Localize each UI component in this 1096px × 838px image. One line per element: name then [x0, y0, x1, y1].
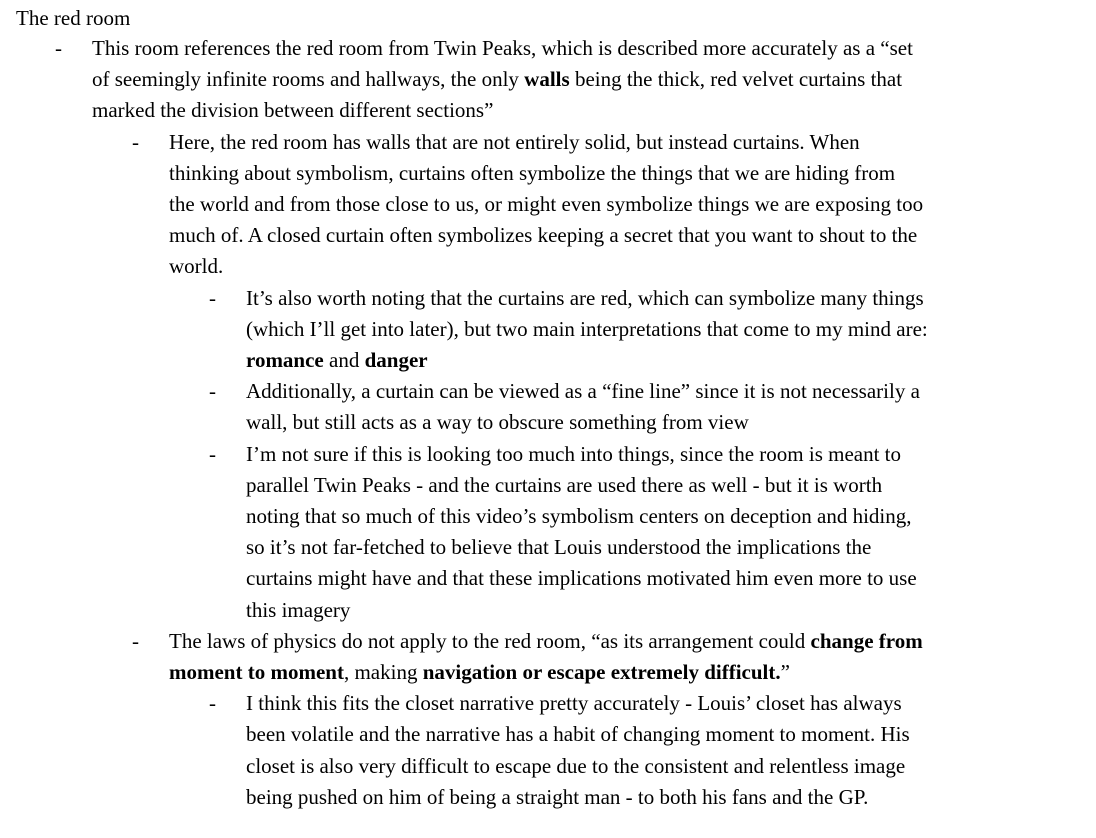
text-line [246, 719, 1036, 750]
text-run: thinking about symbolism, curtains often symbolize the things that we are hiding from [169, 160, 896, 185]
bullet-item [92, 33, 1036, 813]
text-run: wall, but still acts as a way to obscure something from view [246, 410, 749, 435]
text-run: the world and from those close to us, or might even symbolize things we are exposing too [169, 192, 924, 217]
text-run: marked the division between different sections” [92, 98, 494, 123]
text-run: (which I’ll get into later), but two main interpretations that come to my mind are: [246, 316, 928, 341]
text-run: so it’s not far-fetched to believe that Louis understood the implications the [246, 535, 872, 560]
text-run: world. [169, 254, 224, 279]
text-run: of seemingly infinite rooms and hallways, the only [92, 67, 525, 92]
bullet-item [246, 376, 1036, 438]
text-run: closet is also very difficult to escape due to the consistent and relentless image [246, 753, 906, 778]
bullet-list [92, 33, 1036, 813]
text-run: This room references the red room from Twin Peaks, which is described more accurately as a “set [92, 36, 913, 60]
text-run: , making [343, 660, 423, 685]
text-run: this imagery [246, 597, 351, 622]
nested-bullet-list [169, 127, 1036, 813]
bold-text: moment to moment [169, 660, 344, 685]
text-run: noting that so much of this video’s symbolism centers on deception and hiding, [246, 504, 912, 529]
text-line [246, 345, 1036, 376]
text-run: and [323, 348, 365, 373]
text-line [246, 407, 1036, 438]
text-line [169, 158, 1036, 189]
page-title: The red room [16, 6, 131, 30]
text-run: Here, the red room has walls that are not entirely solid, but instead curtains. When [169, 129, 860, 154]
text-line [246, 439, 1036, 470]
bold-text: romance [246, 348, 324, 373]
text-line [246, 595, 1036, 626]
text-line [246, 532, 1036, 563]
bold-text: change from [810, 628, 923, 653]
text-line [246, 314, 1036, 345]
text-line [169, 189, 1036, 220]
text-line [246, 376, 1036, 407]
nested-bullet-list [246, 283, 1036, 626]
text-line [92, 95, 1036, 126]
text-run: Additionally, a curtain can be viewed as a “fine line” since it is not necessarily a [246, 379, 920, 404]
bullet-item [246, 439, 1036, 626]
nested-bullet-list [246, 688, 1036, 813]
text-line [92, 64, 1036, 95]
text-run: parallel Twin Peaks - and the curtains are used there as well - but it is worth [246, 472, 883, 497]
text-run: being pushed on him of being a straight man - to both his fans and the GP. [246, 784, 869, 809]
text-line [246, 283, 1036, 314]
text-run: much of. A closed curtain often symbolizes keeping a secret that you want to shout to the [169, 223, 918, 248]
text-line [246, 563, 1036, 594]
text-run: been volatile and the narrative has a habit of changing moment to moment. His [246, 722, 910, 747]
text-line [246, 688, 1036, 719]
text-line [246, 501, 1036, 532]
text-line [169, 220, 1036, 251]
text-run: being the thick, red velvet curtains that [569, 67, 903, 92]
text-run: ” [780, 660, 790, 685]
text-line [246, 782, 1036, 813]
text-line [169, 657, 1036, 688]
text-run: The laws of physics do not apply to the red room, “as its arrangement could [169, 628, 811, 653]
text-run: curtains might have and that these implications motivated him even more to use [246, 566, 917, 591]
text-line [246, 751, 1036, 782]
text-line [92, 33, 1036, 64]
text-run: I’m not sure if this is looking too much into things, since the room is meant to [246, 441, 902, 466]
bullet-item [246, 283, 1036, 377]
bold-text: danger [364, 348, 428, 373]
text-line [246, 470, 1036, 501]
bullet-item [169, 626, 1036, 813]
text-line [169, 251, 1036, 282]
bullet-item [246, 688, 1036, 813]
bold-text: navigation or escape extremely difficult. [422, 660, 781, 685]
bullet-item [169, 127, 1036, 626]
text-line [169, 626, 1036, 657]
text-line [169, 127, 1036, 158]
text-run: I think this fits the closet narrative pretty accurately - Louis’ closet has always [246, 691, 902, 716]
bold-text: walls [524, 67, 570, 92]
text-run: It’s also worth noting that the curtains are red, which can symbolize many things [246, 285, 924, 310]
